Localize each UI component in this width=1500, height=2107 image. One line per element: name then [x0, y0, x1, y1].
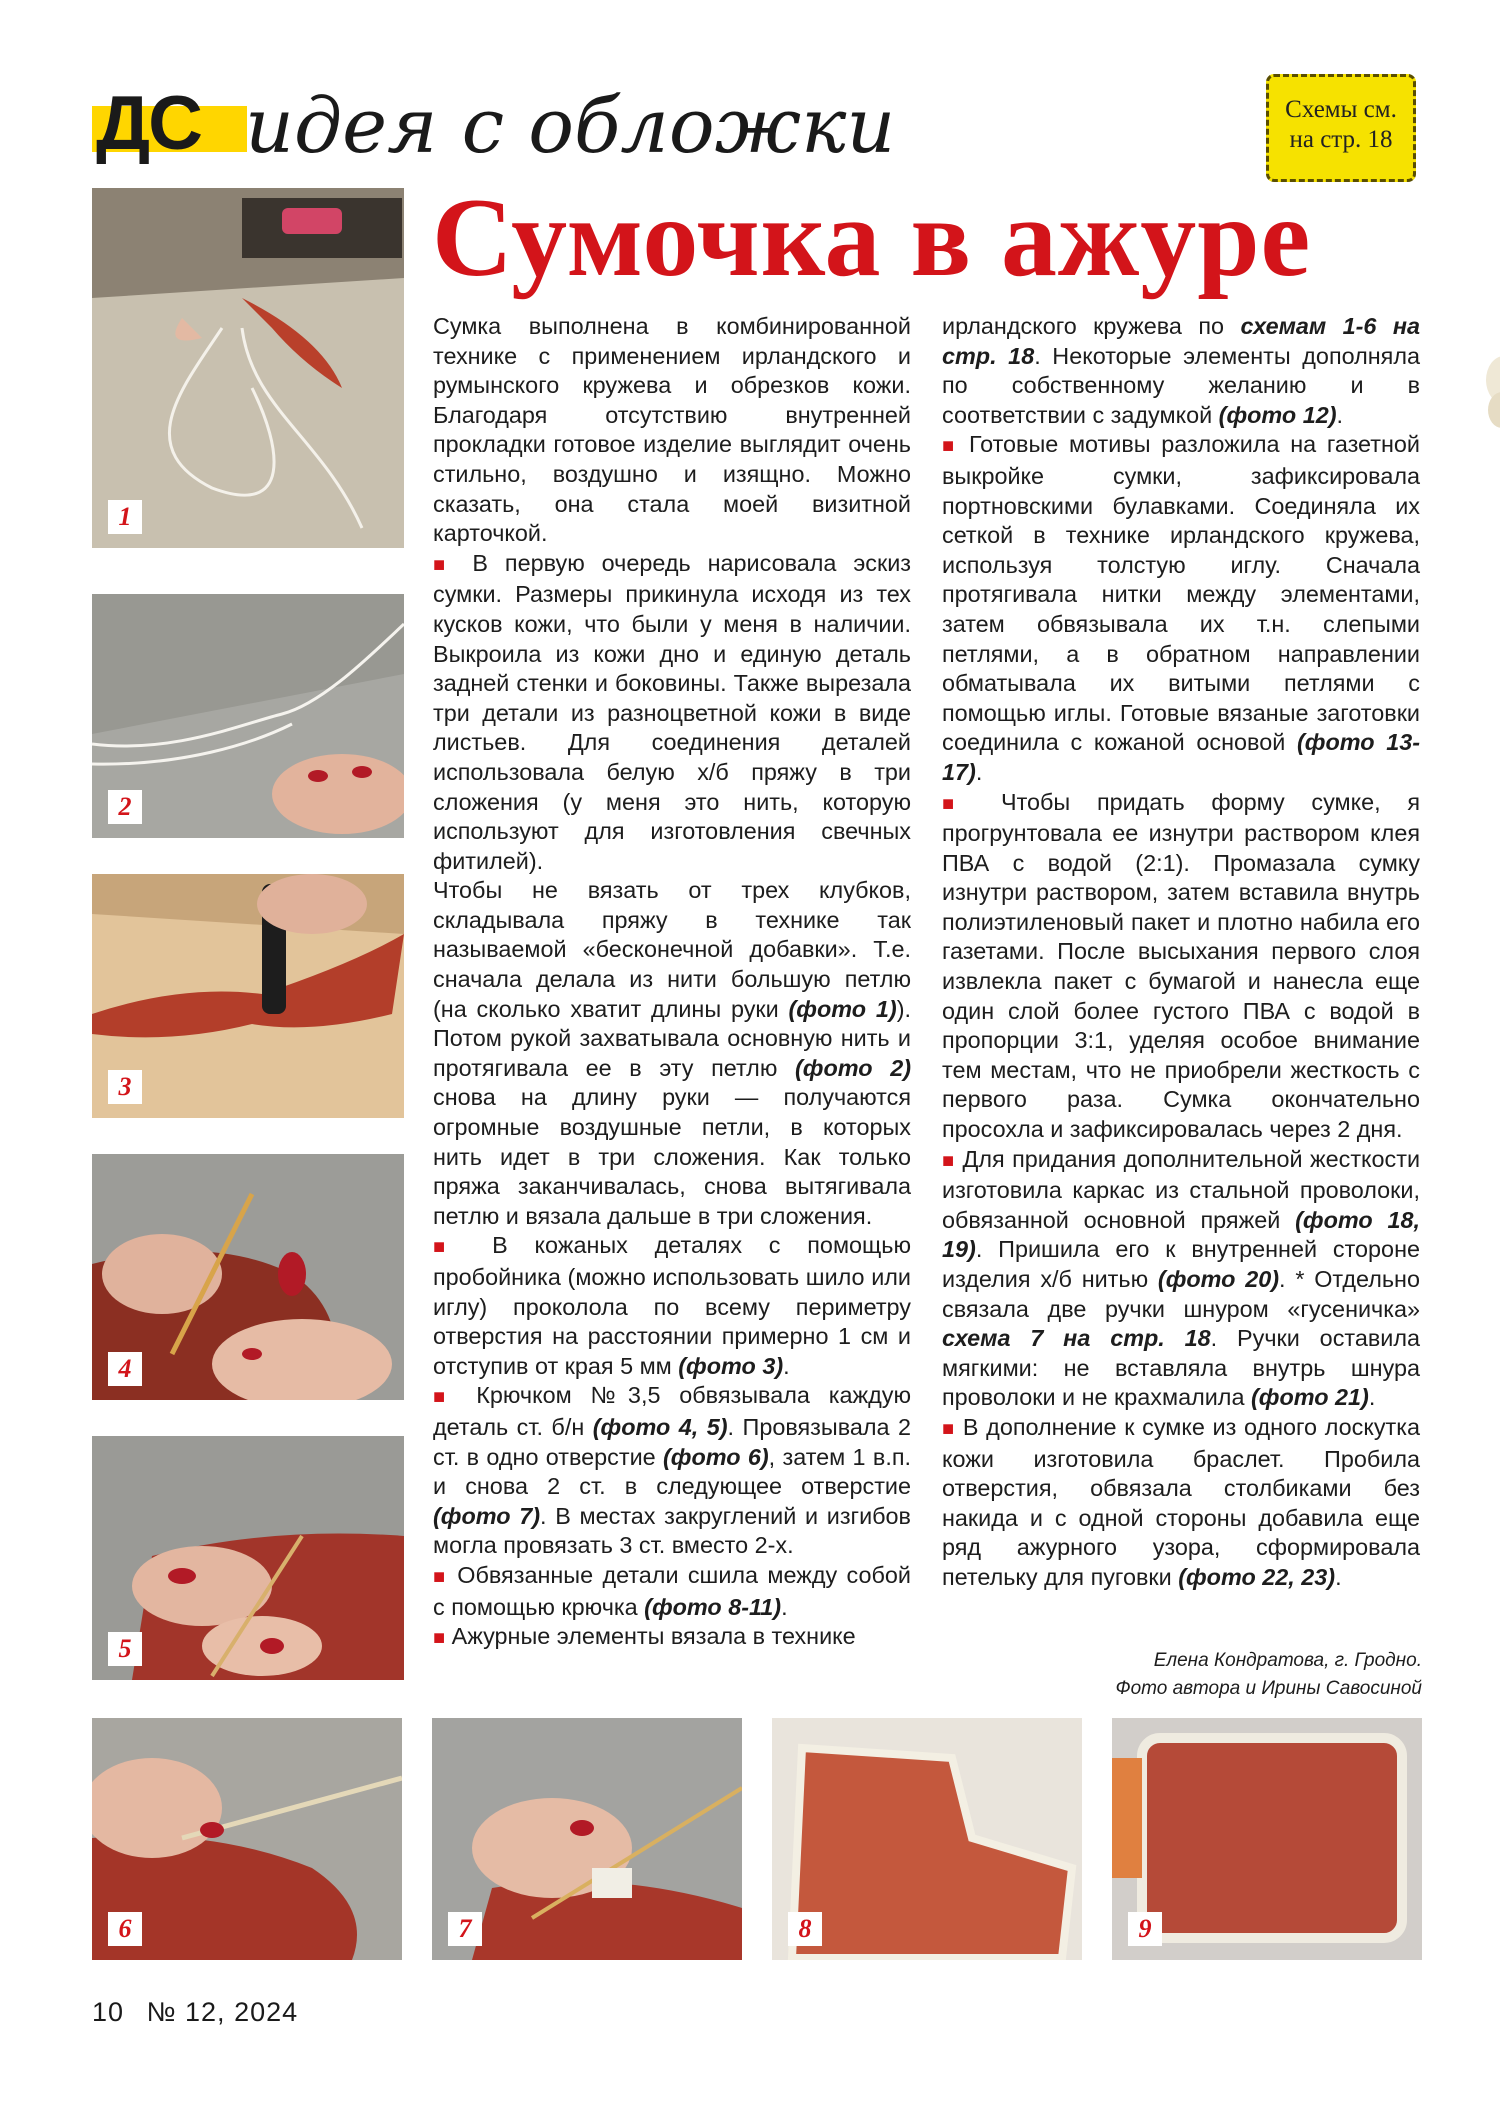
photo-7: [432, 1718, 742, 1960]
schemes-note-line1: Схемы см.: [1285, 96, 1397, 123]
bullet-square-icon: ■: [433, 1386, 458, 1409]
photo-ref: (фото 20): [1157, 1266, 1280, 1292]
bullet-square-icon: ■: [942, 435, 959, 458]
bullet-square-icon: ■: [433, 1627, 446, 1650]
photo-ref: (фото 6): [662, 1443, 769, 1470]
paragraph-irish-lace: ирландского кружева по схемам 1-6 на стр. 18. Некоторые элементы дополняла по собственному желанию и в соответствии с задумкой (фото 12).: [942, 313, 1420, 428]
scheme-ref: схема 7 на стр. 18: [942, 1325, 1211, 1352]
photo-ref: (фото 18, 19): [942, 1206, 1420, 1263]
paragraph-motifs: ■ Готовые мотивы разложила на газетной выкройке сумки, зафиксировала портновскими булавками. Соединяла их сеткой в технике ирландского кружева, используя толстую иглу. Сначала протягивала нитки между элементами, затем обвязывала их т.н. слепыми петлями, а в обратном направлении обматывала их витыми петлями с помощью иглы. Готовые вязаные заготовки соединила с кожаной основой (фото 13-17).: [942, 431, 1420, 785]
paragraph-lace: ■ Ажурные элементы вязала в технике: [433, 1623, 856, 1650]
photo-5: [92, 1436, 404, 1680]
bullet-square-icon: ■: [433, 1236, 466, 1259]
photo-ref: (фото 3): [678, 1352, 784, 1379]
photo-6: [92, 1718, 402, 1960]
paragraph-shape: ■ Чтобы придать форму сумке, я прогрунтовала ее изнутри раствором клея ПВА с водой (2:1). Промазала сумку изнутри раствором, затем вставила внутрь полиэтиленовый пакет и плотно набила его газетами. После высыхания первого слоя извлекла пакет с бумагой и нанесла еще один слой более густого ПВА с водой в пропорции 3:1, уделяя особое внимание тем местам, что не приобрели жесткость с первого раза. Сумка окончательно просохла и зафиксировалась через 2 дня.: [942, 788, 1420, 1143]
photo-number: 7: [448, 1912, 482, 1946]
photo-number: 3: [108, 1070, 142, 1104]
photo-ref: (фото 13-17): [942, 729, 1420, 785]
photo-number: 2: [108, 790, 142, 824]
photo-1: [92, 188, 404, 548]
article-headline: Сумочка в ажуре: [432, 176, 1312, 300]
bullet-square-icon: ■: [942, 1417, 956, 1440]
page-number: 10: [92, 1997, 125, 2027]
bullet-square-icon: ■: [433, 1565, 448, 1588]
scheme-ref: схемам 1-6 на стр. 18: [942, 313, 1420, 369]
photo-ref: (фото 2): [795, 1054, 911, 1081]
issue-number: № 12, 2024: [146, 1997, 299, 2027]
photo-credit: Фото автора и Ирины Савосиной: [1115, 1678, 1422, 1699]
paragraph-crochet: ■ Крючком №3,5 обвязывала каждую деталь ст. б/н (фото 4, 5). Провязывала 2 ст. в одно отверстие (фото 6), затем 1 в.п. и снова 2 ст. в следующее отверстие (фото 7). В местах закруглений и изгибов могла провязать 3 ст. вместо 2-х.: [433, 1382, 912, 1559]
bullet-square-icon: ■: [942, 1149, 956, 1172]
cropped-lace-decoration: [1478, 340, 1500, 450]
photo-ref: (фото 4, 5): [592, 1413, 728, 1440]
photo-2: [92, 594, 404, 838]
paragraph-bracelet: ■ В дополнение к сумке из одного лоскутка кожи изготовила браслет. Пробила отверстия, обвязала столбиками без накида и с одной стороны добавила еще ряд ажурного узора, сформировала петельку для пуговки (фото 22, 23).: [942, 1413, 1420, 1590]
magazine-logo: [92, 81, 247, 172]
article-column-1: [433, 312, 911, 1654]
photo-8: [772, 1718, 1082, 1960]
photo-number: 8: [788, 1912, 822, 1946]
paragraph-sketch: ■ В первую очередь нарисовала эскиз сумки. Размеры прикинула исходя из тех кусков кожи, что были у меня в наличии. Выкроила из кожи дно и единую деталь задней стенки и боковины. Также вырезала три детали из разноцветной кожи в виде листьев. Для соединения деталей использовала белую х/б пряжу в три сложения (у меня это нить, которую используют для изготовления свечных фитилей).: [433, 549, 911, 874]
photo-number: 5: [108, 1632, 142, 1666]
photo-number: 4: [108, 1352, 142, 1386]
article-column-2: [942, 312, 1420, 1593]
photo-ref: (фото 1): [788, 995, 897, 1022]
paragraph-sew: ■ Обвязанные детали сшила между собой с помощью крючка (фото 8-11).: [433, 1561, 911, 1620]
bullet-square-icon: ■: [433, 553, 456, 576]
photo-number: 1: [108, 500, 142, 534]
bullet-square-icon: ■: [942, 792, 975, 815]
photo-ref: (фото 22, 23): [1178, 1563, 1336, 1590]
logo-text: ДС: [96, 81, 202, 166]
photo-9: [1112, 1718, 1422, 1960]
photo-number: 6: [108, 1912, 142, 1946]
paragraph-yarn: Чтобы не вязать от трех клубков, складывала пряжу в технике так называемой «бесконечной добавки». Т.е. сначала делала из нити большую петлю (на сколько хватит длины руки (фото 1)). Потом рукой захватывала основную нить и протягивала ее в эту петлю (фото 2) снова на длину руки — получаются огромные воздушные петли, в которых нить идет в три сложения. Как только пряжа заканчивалась, снова вытягивала петлю и вязала дальше в три сложения.: [433, 877, 911, 1229]
schemes-note-line2: на стр. 18: [1289, 126, 1393, 153]
page-footer: [92, 1997, 298, 2028]
paragraph-intro: Сумка выполнена в комбинированной технике с применением ирландского и румынского кружева и обрезков кожи. Благодаря отсутствию внутренней прокладки готовое изделие выглядит очень стильно, воздушно и изящно. Можно сказать, она стала моей визитной карточкой.: [433, 313, 911, 547]
section-title: идея с обложки: [245, 81, 896, 170]
photo-ref: (фото 7): [433, 1502, 541, 1529]
photo-3: [92, 874, 404, 1118]
schemes-note-sticker: [1266, 74, 1416, 182]
photo-ref: (фото 21): [1250, 1384, 1369, 1411]
photo-4: [92, 1154, 404, 1400]
photo-ref: (фото 8-11): [644, 1593, 782, 1620]
author-credit: Елена Кондратова, г. Гродно.: [1153, 1650, 1422, 1671]
photo-ref: (фото 12): [1218, 401, 1337, 428]
paragraph-frame: ■ Для придания дополнительной жесткости изготовила каркас из стальной проволоки, обвязанной основной пряжей (фото 18, 19). Пришила его к внутренней стороне изделия х/б нитью (фото 20). * Отдельно связала две ручки шнуром «гусеничка» схема 7 на стр. 18. Ручки оставила мягкими: не вставляла внутрь шнура проволоки и не крахмалила (фото 21).: [942, 1145, 1421, 1411]
paragraph-punch: ■ В кожаных деталях с помощью пробойника (можно использовать шило или иглу) проколола по всему периметру отверстия на расстоянии примерно 1 см и отступив от края 5 мм (фото 3).: [433, 1232, 912, 1379]
photo-number: 9: [1128, 1912, 1162, 1946]
